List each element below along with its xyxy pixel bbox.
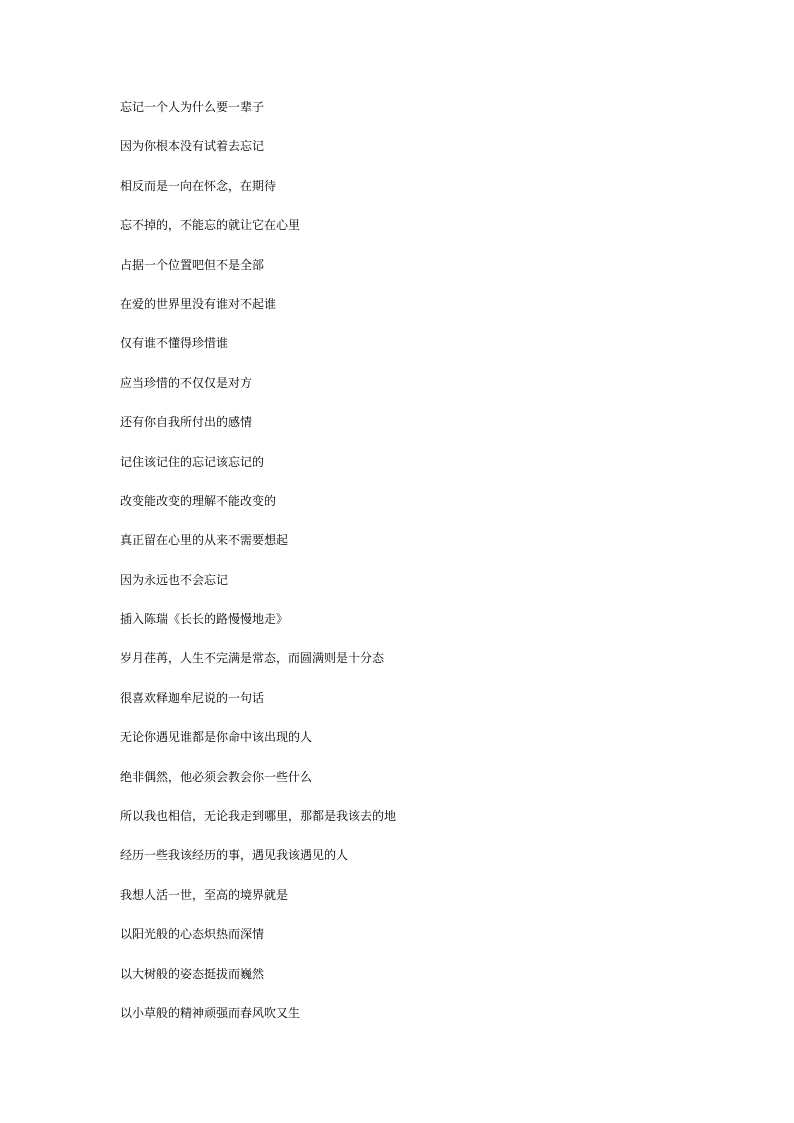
text-line: 以大树般的姿态挺拔而巍然	[120, 966, 265, 981]
text-line: 我想人活一世，至高的境界就是	[120, 887, 289, 902]
text-line: 因为永远也不会忘记	[120, 572, 229, 587]
document-body	[120, 97, 720, 1042]
text-line: 以小草般的精神顽强而春风吹又生	[120, 1005, 301, 1020]
text-line: 应当珍惜的不仅仅是对方	[120, 375, 253, 390]
text-line: 相反而是一向在怀念，在期待	[120, 178, 277, 193]
text-line: 记住该记住的忘记该忘记的	[120, 454, 265, 469]
text-line: 因为你根本没有试着去忘记	[120, 139, 265, 154]
text-line: 以阳光般的心态炽热而深情	[120, 927, 265, 942]
text-line: 占据一个位置吧但不是全部	[120, 257, 265, 272]
text-line: 改变能改变的理解不能改变的	[120, 493, 277, 508]
text-line: 经历一些我该经历的事，遇见我该遇见的人	[120, 848, 349, 863]
text-line: 还有你自我所付出的感情	[120, 415, 253, 430]
text-line: 真正留在心里的从来不需要想起	[120, 533, 289, 548]
text-line: 忘记一个人为什么要一辈子	[120, 100, 265, 114]
text-line: 忘不掉的，不能忘的就让它在心里	[120, 218, 301, 233]
text-line: 仅有谁不懂得珍惜谁	[120, 336, 229, 351]
text-line: 所以我也相信，无论我走到哪里，那都是我该去的地	[120, 809, 397, 824]
text-line: 无论你遇见谁都是你命中该出现的人	[120, 730, 313, 745]
text-line: 岁月荏苒，人生不完满是常态，而圆满则是十分态	[120, 651, 385, 666]
text-line: 在爱的世界里没有谁对不起谁	[120, 296, 277, 311]
text-line: 插入陈瑞《长长的路慢慢地走》	[120, 612, 289, 627]
text-line: 很喜欢释迦牟尼说的一句话	[120, 690, 265, 705]
text-line: 绝非偶然，他必须会教会你一些什么	[120, 769, 313, 784]
